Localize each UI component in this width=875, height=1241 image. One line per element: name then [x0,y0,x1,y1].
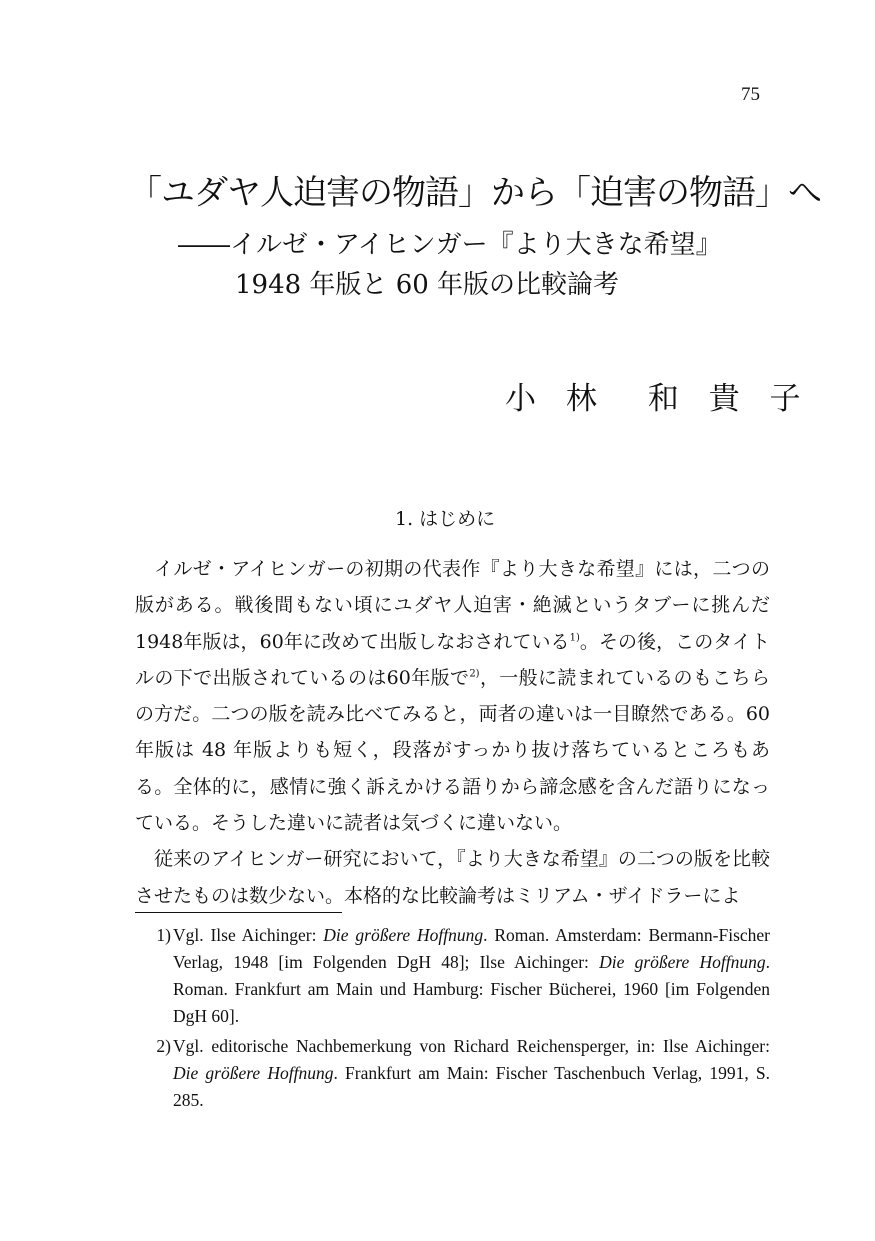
footnote [135,1033,770,1114]
footnote-ref: 2) [469,668,480,680]
article-subtitle-line: 1948 年版と 60 年版の比較論考 [235,270,620,300]
footnote-text [173,1033,770,1114]
section-heading: 1. はじめに [395,508,496,530]
footnote-segment: . Frankfurt am Main: Fischer Taschenbuch Verlag, 1991, S. 285. [173,1063,770,1110]
footnote [135,922,770,1030]
paragraph [135,551,770,841]
paragraph-text: 従来のアイヒンガー研究において，『より大きな希望』の二つの版を比較させたものは数少ない。本格的な比較論考はミリアム・ザイドラーによ [135,848,770,907]
paragraph-text: イルゼ・アイヒンガーの初期の代表作『より大きな希望』には，二つの版がある。戦後間もない頃にユダヤ人迫害・絶滅というタブーに挑んだ1948年版は，60年に改めて出版しなおされている [135,558,770,653]
footnote-segment: Vgl. editorische Nachbemerkung von Richard Reichensperger, in: Ilse Aichinger: [173,1036,770,1056]
footnote-segment: . Roman. Amsterdam: Bermann-Fischer Verlag, 1948 [im Folgenden DgH 48]; Ilse Aichinger: [173,925,770,972]
footnote-number: 2) [156,1036,171,1056]
book-title: Die größere Hoffnung [323,925,484,945]
footnote-number: 1) [156,925,171,945]
footnote-divider [135,912,342,913]
paragraph-text: ，一般に読まれているのもこちらの方だ。二つの版を読み比べてみると，両者の違いは一目瞭然である。60 年版は 48 年版よりも短く，段落がすっかり抜け落ちているところもある。全体的に，感情に強く訴えかける語りから諦念感を含んだ語りになっている。そうした違いに読者は気づくに違いない。 [135,666,770,835]
paragraph-text: 。その後，このタイトルの下で出版されているのは60年版で [135,630,770,689]
page-number: 75 [741,84,760,105]
paragraph [135,841,770,914]
article-title: 「ユダヤ人迫害の物語」から「迫害の物語」へ [128,173,821,213]
footnote-segment: Vgl. Ilse Aichinger: [173,925,324,945]
footnote-text [173,922,770,1030]
book-title: Die größere Hoffnung [599,952,766,972]
author-name: 小 林 和 貴 子 [505,381,811,417]
footnotes [135,922,770,1117]
body-text [135,551,770,914]
footnote-segment: . Roman. Frankfurt am Main und Hamburg: Fischer Bücherei, 1960 [im Folgenden DgH 60]. [173,952,770,1026]
book-title: Die größere Hoffnung [173,1063,334,1083]
footnote-ref: 1) [569,632,580,644]
article-subtitle: ――イルゼ・アイヒンガー『より大きな希望』 [178,230,722,260]
